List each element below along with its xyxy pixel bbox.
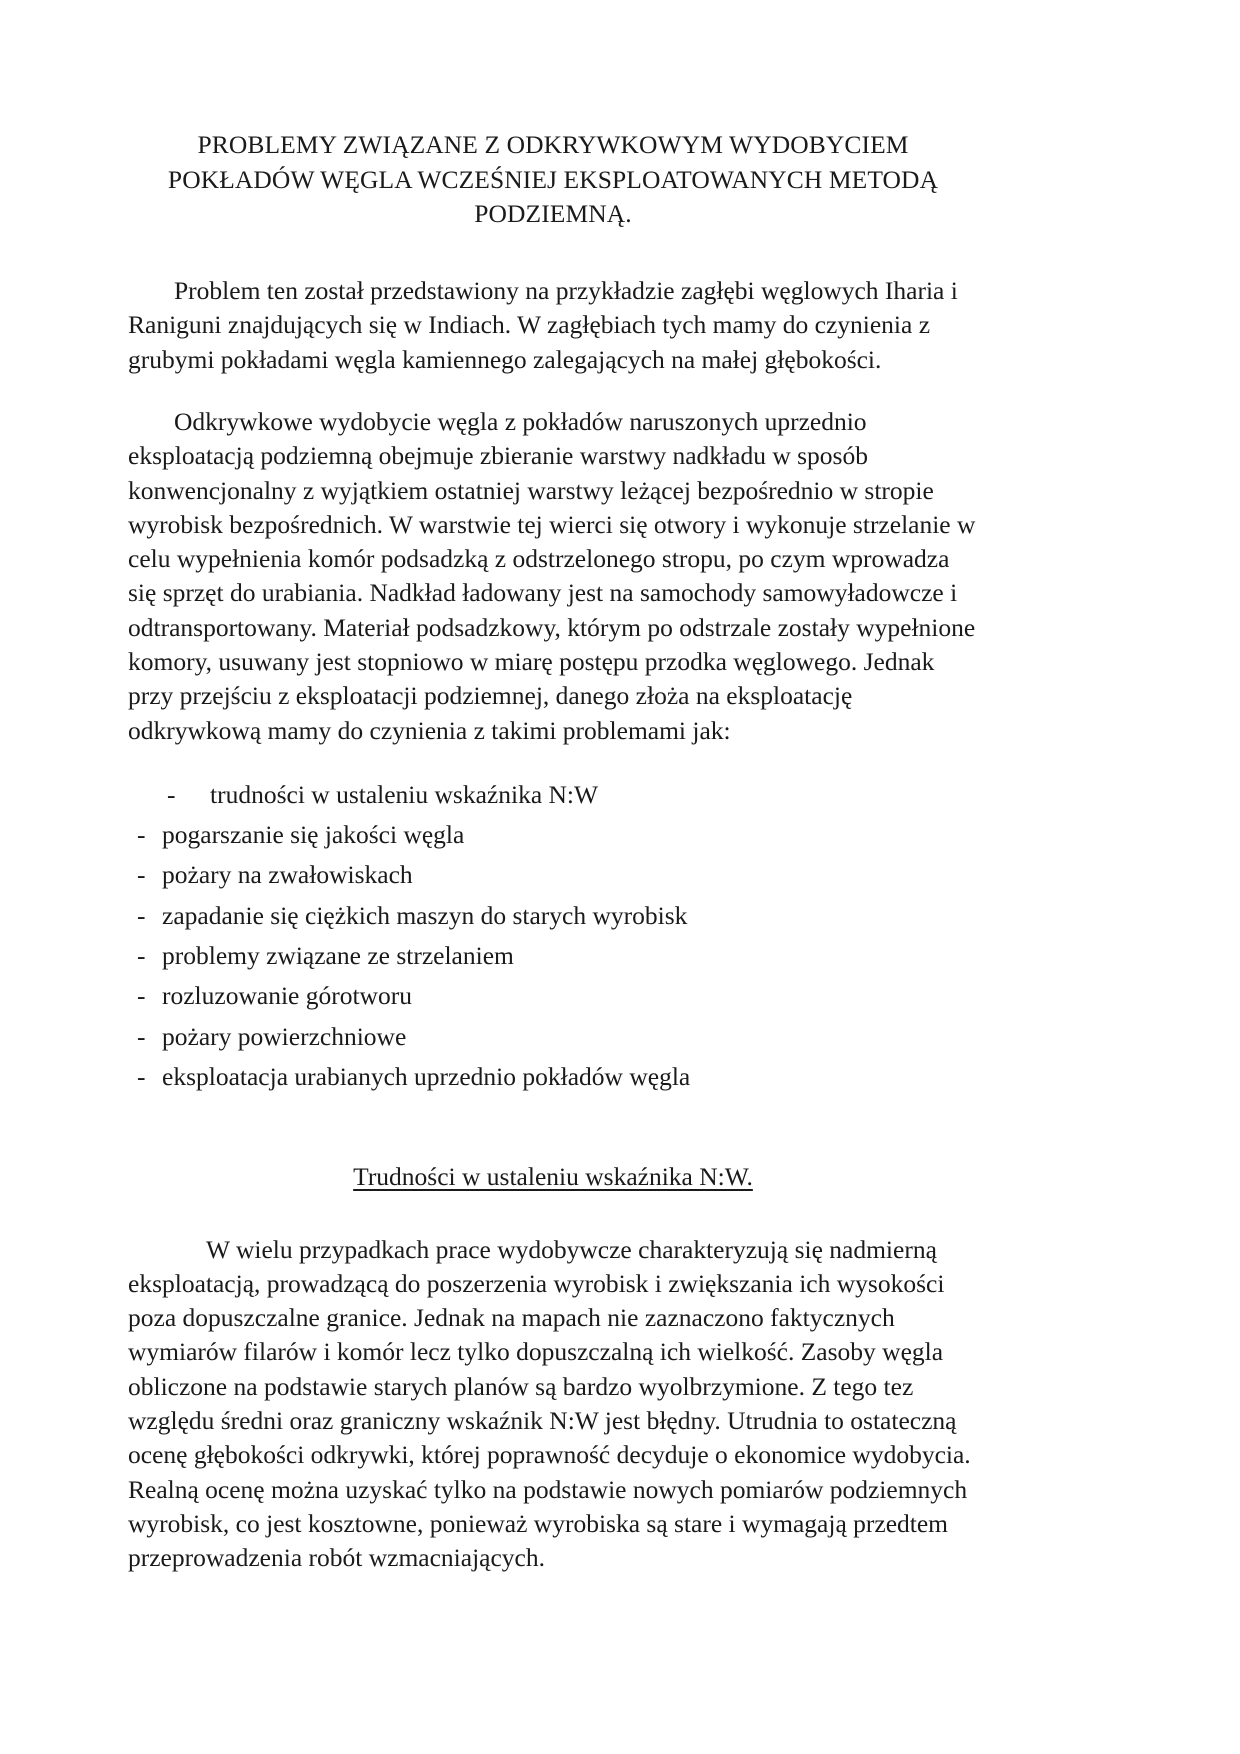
list-item [128,818,978,852]
dash-marker-icon: - [137,900,146,930]
problem-list [128,778,978,1094]
dash-marker-icon: - [137,981,146,1011]
list-item [128,979,978,1013]
paragraph-closing: W wielu przypadkach prace wydobywcze charakteryzują się nadmierną eksploatacją, prowadzącą do poszerzenia wyrobisk i zwiększania ich wysokości poza dopuszczalne granice. Jednak na mapach nie zaznaczono faktycznych wymiarów filarów i komór lecz tylko dopuszczalną ich wielkość. Zasoby węgla obliczone na podstawie starych planów są bardzo wyolbrzymione. Z tego tez względu średni oraz graniczny wskaźnik N:W jest błędny. Utrudnia to ostateczną ocenę głębokości odkrywki, której poprawność decyduje o ekonomice wydobycia. Realną ocenę można uzyskać tylko na podstawie nowych pomiarów podziemnych wyrobisk, co jest kosztowne, ponieważ wyrobiska są stare i wymagają przedtem przeprowadzenia robót wzmacniających. [128,1234,971,1573]
document-body [128,128,978,1576]
section-heading-label: Trudności w ustaleniu wskaźnika N:W. [353,1162,753,1192]
dash-marker-icon: - [137,941,146,971]
dash-marker-icon: - [167,779,176,809]
list-item [128,858,978,892]
list-item-label: pogarszanie się jakości węgla [162,820,465,850]
paragraph-intro: Problem ten został przedstawiony na przykładzie zagłębi węglowych Iharia i Raniguni znajdujących się w Indiach. W zagłębiach tych mamy do czynienia z grubymi pokładami węgla kamiennego zalegających na małej głębokości. [128,276,958,374]
title-line-3: PODZIEMNĄ. [474,199,632,229]
paragraph-main: Odkrywkowe wydobycie węgla z pokładów naruszonych uprzednio eksploatacją podziemną obejmuje zbieranie warstwy nadkładu w sposób konwencjonalny z wyjątkiem ostatniej warstwy leżącej bezpośrednio w stropie wyrobisk bezpośrednich. W warstwie tej wierci się otwory i wykonuje strzelanie w celu wypełnienia komór podsadzką z odstrzelonego stropu, po czym wprowadza się sprzęt do urabiania. Nadkład ładowany jest na samochody samowyładowcze i odtransportowany. Materiał podsadzkowy, którym po odstrzale zostały wypełnione komory, usuwany jest stopniowo w miarę postępu przodka węglowego. Jednak przy przejściu z eksploatacji podziemnej, danego złoża na eksploatację odkrywkową mamy do czynienia z takimi problemami jak: [128,406,976,745]
title-line-1: PROBLEMY ZWIĄZANE Z ODKRYWKOWYM WYDOBYCIEM [197,130,909,159]
list-item [128,899,978,933]
list-item [128,939,978,973]
title-line-2: POKŁADÓW WĘGLA WCZEŚNIEJ EKSPLOATOWANYCH METODĄ [167,164,939,194]
page-title [128,128,978,232]
list-item-label: rozluzowanie górotworu [162,981,412,1011]
section-heading [128,1160,978,1194]
list-item [128,778,978,812]
list-item-label: zapadanie się ciężkich maszyn do starych wyrobisk [162,900,688,930]
dash-marker-icon: - [137,860,146,890]
dash-marker-icon: - [137,1021,146,1051]
list-item [128,1060,978,1094]
list-item-label: pożary na zwałowiskach [162,860,413,890]
dash-marker-icon: - [137,820,146,850]
list-item-label: problemy związane ze strzelaniem [162,941,514,971]
dash-marker-icon: - [137,1061,146,1091]
list-item-label: eksploatacja urabianych uprzednio pokładów węgla [162,1061,691,1091]
list-item-label: trudności w ustaleniu wskaźnika N:W [210,779,599,809]
list-item-label: pożary powierzchniowe [162,1021,407,1051]
list-item [128,1020,978,1054]
